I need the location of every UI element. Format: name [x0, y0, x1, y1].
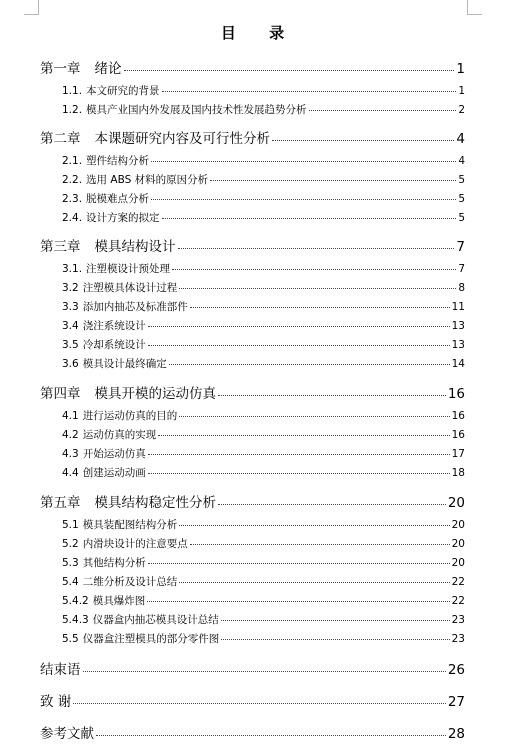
toc-dot-leader — [158, 434, 449, 436]
toc-entry-title: 设计方案的拟定 — [86, 212, 160, 224]
toc-entry-number: 第五章 — [40, 495, 81, 511]
toc-entry-number: 2.2. — [62, 174, 83, 186]
toc-entry-page-number: 16 — [451, 429, 465, 441]
crop-mark-top-left — [24, 0, 39, 15]
toc-entry-title: 模具结构设计 — [94, 239, 176, 255]
toc-entry-page-number: 20 — [451, 557, 465, 569]
toc-dot-leader — [148, 472, 450, 474]
toc-entry-page-number: 23 — [451, 614, 465, 626]
toc-dot-leader — [162, 90, 457, 92]
toc-entry-section[interactable] — [62, 191, 465, 206]
toc-entry-title: 模具装配图结构分析 — [82, 519, 178, 531]
toc-entry-number: 第三章 — [40, 239, 81, 255]
toc-entry-chapter[interactable] — [40, 491, 465, 511]
toc-entry-number: 3.3 — [62, 301, 79, 313]
toc-entry-chapter[interactable] — [40, 690, 465, 710]
toc-entry-number: 3.5 — [62, 339, 79, 351]
toc-entry-number: 第二章 — [40, 131, 81, 147]
toc-dot-leader — [210, 179, 456, 181]
toc-entry-title: 模具结构稳定性分析 — [94, 495, 216, 511]
toc-entry-page-number: 4 — [456, 131, 465, 147]
toc-entry-number: 2.1. — [62, 155, 83, 167]
toc-dot-leader — [218, 503, 446, 505]
toc-entry-page-number: 4 — [458, 155, 465, 167]
toc-entry-number: 2.3. — [62, 193, 83, 205]
toc-entry-title: 模具设计最终确定 — [82, 358, 167, 370]
toc-entry-chapter[interactable] — [40, 127, 465, 147]
toc-dot-leader — [148, 562, 450, 564]
toc-entry-section[interactable] — [62, 261, 465, 276]
toc-dot-leader — [309, 109, 457, 111]
toc-entry-section[interactable] — [62, 299, 465, 314]
toc-dot-leader — [83, 670, 446, 672]
toc-entry-section[interactable] — [62, 356, 465, 371]
toc-dot-leader — [179, 287, 456, 289]
toc-entry-chapter[interactable] — [40, 382, 465, 402]
toc-dot-leader — [124, 69, 455, 71]
toc-entry-title: 模具爆炸图 — [92, 595, 146, 607]
toc-entry-number: 3.4 — [62, 320, 79, 332]
toc-entry-title: 结束语 — [40, 662, 81, 678]
toc-dot-leader — [148, 453, 450, 455]
toc-entry-section[interactable] — [62, 555, 465, 570]
toc-entry-number: 第四章 — [40, 386, 81, 402]
toc-entry-section[interactable] — [62, 102, 465, 117]
toc-entry-chapter[interactable] — [40, 235, 465, 255]
toc-entry-page-number: 26 — [447, 662, 465, 678]
toc-dot-leader — [147, 600, 449, 602]
toc-entry-title: 绪论 — [94, 61, 122, 77]
toc-entry-section[interactable] — [62, 337, 465, 352]
toc-entry-page-number: 13 — [451, 339, 465, 351]
toc-entry-number: 5.1 — [62, 519, 79, 531]
toc-entry-title: 参考文献 — [40, 726, 94, 742]
toc-entry-section[interactable] — [62, 536, 465, 551]
toc-dot-leader — [218, 394, 446, 396]
toc-entry-page-number: 1 — [458, 85, 465, 97]
toc-entry-number: 5.2 — [62, 538, 79, 550]
toc-entry-title: 开始运动仿真 — [82, 448, 146, 460]
toc-entry-page-number: 5 — [458, 174, 465, 186]
toc-entry-number: 1.2. — [62, 104, 83, 116]
toc-dot-leader — [179, 581, 449, 583]
toc-entry-chapter[interactable] — [40, 722, 465, 742]
toc-entry-title: 添加内抽芯及标准部件 — [82, 301, 188, 313]
toc-dot-leader — [172, 268, 456, 270]
toc-entry-section[interactable] — [62, 210, 465, 225]
toc-dot-leader — [169, 363, 450, 365]
toc-entry-number: 5.4 — [62, 576, 79, 588]
toc-dot-leader — [73, 702, 446, 704]
toc-entry-page-number: 20 — [451, 538, 465, 550]
toc-entry-page-number: 5 — [458, 193, 465, 205]
toc-entry-page-number: 5 — [458, 212, 465, 224]
toc-dot-leader — [151, 198, 456, 200]
toc-entry-page-number: 13 — [451, 320, 465, 332]
toc-entry-title: 运动仿真的实现 — [82, 429, 157, 441]
toc-entry-number: 4.1 — [62, 410, 79, 422]
toc-entry-page-number: 20 — [447, 495, 465, 511]
toc-entry-page-number: 22 — [451, 576, 465, 588]
toc-entry-title: 本课题研究内容及可行性分析 — [94, 131, 270, 147]
toc-entry-title: 脱模难点分析 — [86, 193, 150, 205]
crop-mark-top-right — [467, 0, 482, 15]
toc-entry-title: 致 谢 — [40, 694, 72, 710]
toc-entry-chapter[interactable] — [40, 658, 465, 678]
toc-entry-section[interactable] — [62, 318, 465, 333]
toc-entry-title: 仪器盒内抽芯模具设计总结 — [92, 614, 219, 626]
toc-entry-title: 模具产业国内外发展及国内技术性发展趋势分析 — [86, 104, 307, 116]
toc-entry-page-number: 2 — [458, 104, 465, 116]
toc-entry-section[interactable] — [62, 517, 465, 532]
toc-title: 目 录 — [220, 24, 299, 42]
toc-dot-leader — [148, 344, 450, 346]
toc-entry-number: 3.6 — [62, 358, 79, 370]
toc-entry-page-number: 16 — [451, 410, 465, 422]
toc-entry-title: 选用 ABS 材料的原因分析 — [86, 174, 209, 186]
toc-entry-section[interactable] — [62, 446, 465, 461]
toc-dot-leader — [179, 524, 449, 526]
toc-entry-section[interactable] — [62, 83, 465, 98]
toc-entry-number: 4.2 — [62, 429, 79, 441]
toc-entry-section[interactable] — [62, 631, 465, 646]
toc-entry-page-number: 17 — [451, 448, 465, 460]
toc-entry-page-number: 22 — [451, 595, 465, 607]
toc-dot-leader — [272, 139, 454, 141]
toc-dot-leader — [221, 619, 450, 621]
toc-dot-leader — [221, 638, 449, 640]
toc-entry-number: 2.4. — [62, 212, 83, 224]
toc-dot-leader — [190, 306, 450, 308]
toc-entry-section[interactable] — [62, 427, 465, 442]
toc-entry-chapter[interactable] — [40, 57, 465, 77]
toc-entry-number: 1.1. — [62, 85, 83, 97]
toc-entry-title: 冷却系统设计 — [82, 339, 146, 351]
toc-entry-section[interactable] — [62, 153, 465, 168]
toc-dot-leader — [148, 325, 450, 327]
toc-entry-page-number: 28 — [447, 726, 465, 742]
toc-entry-page-number: 20 — [451, 519, 465, 531]
toc-entry-title: 注塑模设计预处理 — [86, 263, 171, 275]
toc-dot-leader — [96, 734, 446, 736]
toc-entry-section[interactable] — [62, 593, 465, 608]
toc-entry-title: 本文研究的背景 — [86, 85, 160, 97]
toc-entry-page-number: 18 — [451, 467, 465, 479]
toc-entry-number: 第一章 — [40, 61, 81, 77]
toc-entry-number: 3.1. — [62, 263, 83, 275]
toc-entry-page-number: 27 — [447, 694, 465, 710]
toc-entry-title: 仪器盒注塑模具的部分零件图 — [82, 633, 220, 645]
toc-entry-number: 3.2 — [62, 282, 79, 294]
toc-entry-title: 二维分析及设计总结 — [82, 576, 178, 588]
toc-entry-title: 进行运动仿真的目的 — [82, 410, 178, 422]
toc-entry-section[interactable] — [62, 574, 465, 589]
toc-entry-number: 5.3 — [62, 557, 79, 569]
toc-entry-section[interactable] — [62, 172, 465, 187]
toc-entry-section[interactable] — [62, 465, 465, 480]
toc-dot-leader — [178, 247, 455, 249]
toc-entry-page-number: 16 — [447, 386, 465, 402]
toc-entry-title: 塑件结构分析 — [86, 155, 150, 167]
toc-entry-section[interactable] — [62, 612, 465, 627]
toc-entry-title: 其他结构分析 — [82, 557, 146, 569]
toc-entry-number: 5.5 — [62, 633, 79, 645]
toc-entry-page-number: 11 — [451, 301, 465, 313]
toc-entry-page-number: 14 — [451, 358, 465, 370]
toc-entry-number: 4.3 — [62, 448, 79, 460]
toc-dot-leader — [190, 543, 450, 545]
toc-entry-section[interactable] — [62, 408, 465, 423]
toc-entry-page-number: 7 — [458, 263, 465, 275]
toc-entry-page-number: 23 — [451, 633, 465, 645]
toc-entry-title: 内滑块设计的注意要点 — [82, 538, 188, 550]
toc-entry-page-number: 1 — [456, 61, 465, 77]
toc-entry-number: 4.4 — [62, 467, 79, 479]
toc-dot-leader — [162, 217, 457, 219]
toc-dot-leader — [151, 160, 456, 162]
toc-entry-page-number: 7 — [456, 239, 465, 255]
toc-entry-section[interactable] — [62, 280, 465, 295]
toc-entry-number: 5.4.2 — [62, 595, 89, 607]
toc-entry-page-number: 8 — [458, 282, 465, 294]
toc-entry-title: 创建运动动画 — [82, 467, 146, 479]
toc-entry-title: 模具开模的运动仿真 — [94, 386, 216, 402]
toc-dot-leader — [179, 415, 449, 417]
toc-entry-title: 注塑模具体设计过程 — [82, 282, 178, 294]
toc-entry-number: 5.4.3 — [62, 614, 89, 626]
toc-entry-title: 浇注系统设计 — [82, 320, 146, 332]
